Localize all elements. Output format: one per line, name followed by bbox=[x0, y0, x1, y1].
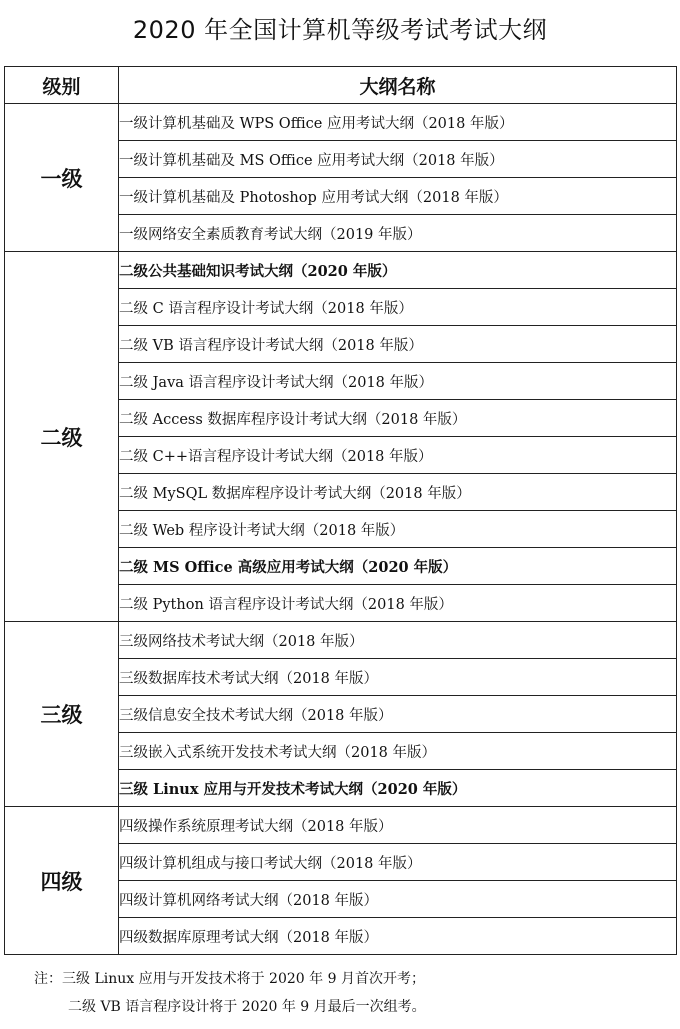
outline-name-cell: 四级计算机网络考试大纲（2018 年版） bbox=[119, 881, 677, 918]
table-row bbox=[5, 622, 677, 659]
outline-name-cell: 二级 C++语言程序设计考试大纲（2018 年版） bbox=[119, 437, 677, 474]
outline-name-cell: 二级公共基础知识考试大纲（2020 年版） bbox=[119, 252, 677, 289]
outline-table bbox=[4, 66, 677, 955]
outline-name-cell: 二级 Access 数据库程序设计考试大纲（2018 年版） bbox=[119, 400, 677, 437]
page-title: 2020 年全国计算机等级考试考试大纲 bbox=[132, 16, 548, 44]
outline-name-cell: 三级数据库技术考试大纲（2018 年版） bbox=[119, 659, 677, 696]
outline-name-cell: 四级操作系统原理考试大纲（2018 年版） bbox=[119, 807, 677, 844]
outline-name-cell: 二级 MySQL 数据库程序设计考试大纲（2018 年版） bbox=[119, 474, 677, 511]
footnote-line-2: 二级 VB 语言程序设计将于 2020 年 9 月最后一次组考。 bbox=[68, 999, 426, 1015]
outline-name-cell: 二级 C 语言程序设计考试大纲（2018 年版） bbox=[119, 289, 677, 326]
table-row bbox=[5, 807, 677, 844]
outline-name-cell: 四级数据库原理考试大纲（2018 年版） bbox=[119, 918, 677, 955]
table-row bbox=[5, 104, 677, 141]
outline-name-cell: 二级 MS Office 高级应用考试大纲（2020 年版） bbox=[119, 548, 677, 585]
header-level: 级别 bbox=[5, 67, 119, 104]
outline-name-cell: 二级 Java 语言程序设计考试大纲（2018 年版） bbox=[119, 363, 677, 400]
level-cell: 四级 bbox=[5, 807, 119, 955]
level-cell: 一级 bbox=[5, 104, 119, 252]
outline-name-cell: 三级网络技术考试大纲（2018 年版） bbox=[119, 622, 677, 659]
outline-name-cell: 三级信息安全技术考试大纲（2018 年版） bbox=[119, 696, 677, 733]
table-row bbox=[5, 252, 677, 289]
outline-name-cell: 二级 VB 语言程序设计考试大纲（2018 年版） bbox=[119, 326, 677, 363]
outline-name-cell: 二级 Python 语言程序设计考试大纲（2018 年版） bbox=[119, 585, 677, 622]
outline-name-cell: 一级计算机基础及 WPS Office 应用考试大纲（2018 年版） bbox=[119, 104, 677, 141]
level-cell: 三级 bbox=[5, 622, 119, 807]
outline-name-cell: 三级嵌入式系统开发技术考试大纲（2018 年版） bbox=[119, 733, 677, 770]
header-name: 大纲名称 bbox=[119, 67, 677, 104]
table-header-row bbox=[5, 67, 677, 104]
outline-name-cell: 一级计算机基础及 MS Office 应用考试大纲（2018 年版） bbox=[119, 141, 677, 178]
outline-name-cell: 四级计算机组成与接口考试大纲（2018 年版） bbox=[119, 844, 677, 881]
outline-name-cell: 二级 Web 程序设计考试大纲（2018 年版） bbox=[119, 511, 677, 548]
footnote-line-1: 注：三级 Linux 应用与开发技术将于 2020 年 9 月首次开考； bbox=[34, 971, 425, 987]
table-body bbox=[5, 104, 677, 955]
footnotes bbox=[34, 965, 426, 1021]
outline-name-cell: 一级网络安全素质教育考试大纲（2019 年版） bbox=[119, 215, 677, 252]
level-cell: 二级 bbox=[5, 252, 119, 622]
outline-name-cell: 一级计算机基础及 Photoshop 应用考试大纲（2018 年版） bbox=[119, 178, 677, 215]
outline-name-cell: 三级 Linux 应用与开发技术考试大纲（2020 年版） bbox=[119, 770, 677, 807]
